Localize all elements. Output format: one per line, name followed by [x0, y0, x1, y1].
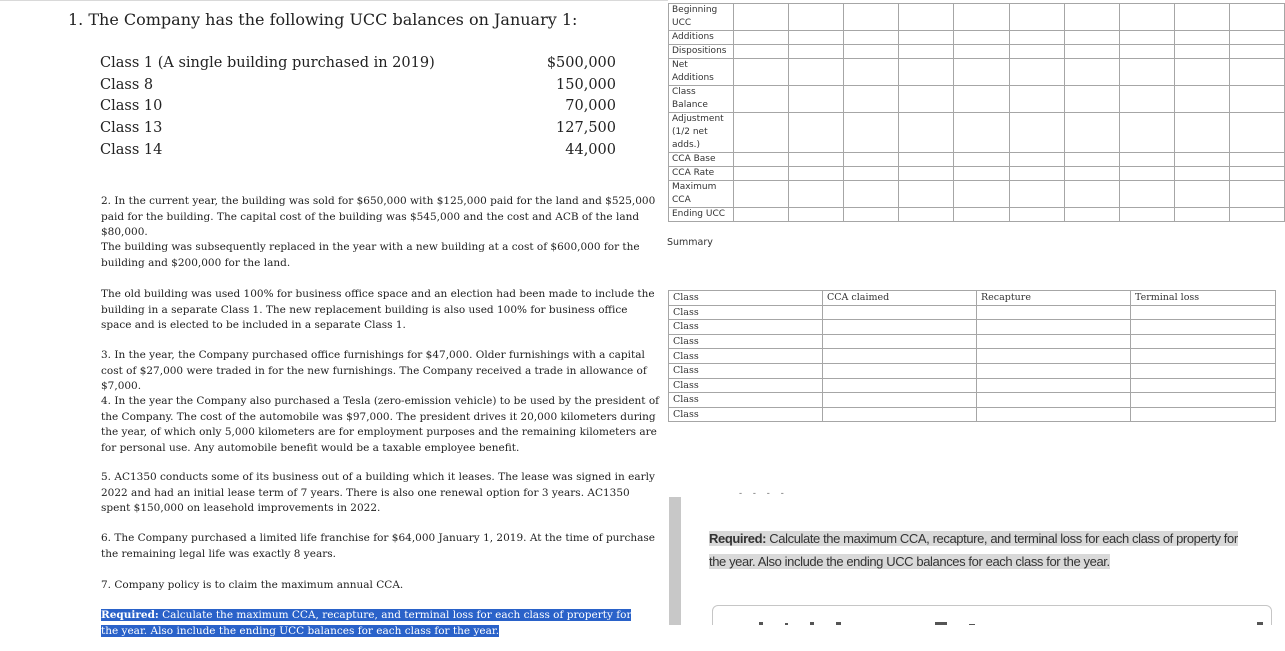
ucc-input-cell[interactable] — [734, 153, 789, 167]
ucc-input-cell[interactable] — [954, 31, 1009, 45]
ucc-row-label: Additions — [669, 31, 734, 45]
ucc-input-cell[interactable] — [1009, 59, 1064, 86]
ucc-input-cell[interactable] — [789, 153, 844, 167]
summary-title: Summary — [667, 237, 713, 248]
ucc-schedule-table — [668, 3, 1285, 222]
ucc-row — [669, 59, 1285, 86]
ucc-input-cell[interactable] — [844, 167, 899, 181]
ucc-input-cell[interactable] — [899, 31, 954, 45]
ucc-input-cell[interactable] — [789, 167, 844, 181]
ucc-input-cell[interactable] — [1229, 31, 1284, 45]
ucc-input-cell[interactable] — [1119, 208, 1174, 222]
summary-input-cell[interactable] — [977, 334, 1131, 349]
summary-input-cell[interactable] — [977, 407, 1131, 422]
ucc-input-cell[interactable] — [1119, 45, 1174, 59]
summary-input-cell[interactable] — [977, 320, 1131, 335]
ucc-input-cell[interactable] — [899, 167, 954, 181]
ucc-input-cell[interactable] — [1064, 167, 1119, 181]
paragraph-4: 4. In the year the Company also purchased a Tesla (zero-emission vehicle) to be used by the president of the Company. The cost of the automobile was $97,000. The president drives it 20,000 kilometers during the year, of which only 5,000 kilometers are for employment purposes and the remaining kilometers are for personal use. Any automobile benefit would be a taxable employee benefit. — [101, 395, 660, 454]
required-right-label: Required: — [709, 531, 767, 546]
ucc-input-cell[interactable] — [1119, 31, 1174, 45]
ucc-input-cell[interactable] — [899, 208, 954, 222]
balance-class-label: Class 8 — [100, 77, 154, 93]
ucc-input-cell[interactable] — [1064, 86, 1119, 113]
summary-class-label: Class — [669, 334, 823, 349]
ucc-input-cell[interactable] — [1064, 59, 1119, 86]
ucc-input-cell[interactable] — [734, 167, 789, 181]
ucc-input-cell[interactable] — [734, 208, 789, 222]
summary-input-cell[interactable] — [823, 393, 977, 408]
paragraph-2c: The old building was used 100% for business office space and an election had been made to include the building in a separate Class 1. The new replacement building is also used 100% for business office space and is elected to be included in a separate Class 1. — [101, 288, 655, 331]
paragraph-7: 7. Company policy is to claim the maximum annual CCA. — [101, 579, 404, 591]
summary-class-label: Class — [669, 393, 823, 408]
summary-input-cell[interactable] — [823, 349, 977, 364]
quote-bar — [669, 497, 681, 627]
summary-input-cell[interactable] — [823, 305, 977, 320]
paragraph-5: 5. AC1350 conducts some of its business out of a building which it leases. The lease was signed in early 2022 and had an initial lease term of 7 years. There is also one renewal option for 3 years. AC1350 spent $150,000 on leasehold improvements in 2022. — [101, 471, 655, 514]
ucc-input-cell[interactable] — [1064, 4, 1119, 31]
balance-class-label: Class 1 (A single building purchased in 2019) — [100, 55, 435, 71]
summary-row — [669, 305, 1276, 320]
ucc-row-label: Net Additions — [669, 59, 734, 86]
summary-input-cell[interactable] — [823, 334, 977, 349]
required-paragraph[interactable] — [101, 608, 646, 639]
ucc-input-cell[interactable] — [789, 208, 844, 222]
ucc-input-cell[interactable] — [1229, 153, 1284, 167]
balance-class-label: Class 13 — [100, 120, 163, 136]
summary-class-label: Class — [669, 349, 823, 364]
ucc-input-cell[interactable] — [1064, 113, 1119, 153]
summary-header-cell: Recapture — [977, 291, 1131, 306]
ucc-input-cell[interactable] — [954, 59, 1009, 86]
ucc-row-label: Adjustment (1/2 net adds.) — [669, 113, 734, 153]
ucc-input-cell[interactable] — [899, 4, 954, 31]
ucc-input-cell[interactable] — [1174, 4, 1229, 31]
ucc-row-label: Class Balance — [669, 86, 734, 113]
ucc-input-cell[interactable] — [844, 208, 899, 222]
ucc-input-cell[interactable] — [734, 181, 789, 208]
ucc-input-cell[interactable] — [1009, 153, 1064, 167]
ucc-row — [669, 113, 1285, 153]
ucc-input-cell[interactable] — [1229, 167, 1284, 181]
ucc-input-cell[interactable] — [1009, 4, 1064, 31]
ucc-row — [669, 45, 1285, 59]
ucc-input-cell[interactable] — [1119, 4, 1174, 31]
ucc-input-cell[interactable] — [954, 208, 1009, 222]
ucc-input-cell[interactable] — [1119, 153, 1174, 167]
ucc-input-cell[interactable] — [734, 113, 789, 153]
paragraph-2b: The building was subsequently replaced in the year with a new building at a cost of $600,000 for the building and $200,000 for the land. — [101, 241, 640, 269]
summary-input-cell[interactable] — [1131, 349, 1276, 364]
summary-input-cell[interactable] — [977, 378, 1131, 393]
summary-input-cell[interactable] — [1131, 334, 1276, 349]
ucc-input-cell[interactable] — [1009, 167, 1064, 181]
required-label: Required: — [101, 609, 159, 621]
ucc-input-cell[interactable] — [1229, 113, 1284, 153]
ucc-input-cell[interactable] — [1174, 86, 1229, 113]
ucc-input-cell[interactable] — [954, 45, 1009, 59]
ucc-input-cell[interactable] — [789, 4, 844, 31]
ucc-input-cell[interactable] — [789, 86, 844, 113]
ucc-input-cell[interactable] — [899, 86, 954, 113]
ucc-input-cell[interactable] — [734, 86, 789, 113]
required-text: Calculate the maximum CCA, recapture, and terminal loss for each class of property for the year. Also include the ending UCC balances for each class for the year. — [101, 609, 632, 637]
ucc-input-cell[interactable] — [1119, 167, 1174, 181]
ucc-input-cell[interactable] — [1229, 86, 1284, 113]
ucc-input-cell[interactable] — [734, 45, 789, 59]
summary-row — [669, 378, 1276, 393]
ucc-row — [669, 153, 1285, 167]
ucc-input-cell[interactable] — [1064, 31, 1119, 45]
ucc-input-cell[interactable] — [954, 153, 1009, 167]
summary-input-cell[interactable] — [977, 393, 1131, 408]
ucc-input-cell[interactable] — [1229, 208, 1284, 222]
summary-row — [669, 320, 1276, 335]
ucc-input-cell[interactable] — [789, 113, 844, 153]
required-right-text: Calculate the maximum CCA, recapture, and terminal loss for each class of property for the year. Also include the ending UCC balances for each class for the year. — [709, 531, 1238, 569]
paragraph-3: 3. In the year, the Company purchased office furnishings for $47,000. Older furnishings with a capital cost of $27,000 were traded in for the new furnishings. The Company received a trade in allowance of $7,000. — [101, 349, 647, 392]
ucc-input-cell[interactable] — [844, 153, 899, 167]
ucc-input-cell[interactable] — [844, 86, 899, 113]
ucc-input-cell[interactable] — [1174, 45, 1229, 59]
summary-input-cell[interactable] — [823, 363, 977, 378]
balance-class-label: Class 14 — [100, 142, 163, 158]
ucc-input-cell[interactable] — [1119, 86, 1174, 113]
ucc-input-cell[interactable] — [899, 181, 954, 208]
ucc-input-cell[interactable] — [1174, 113, 1229, 153]
ucc-input-cell[interactable] — [1064, 181, 1119, 208]
summary-input-cell[interactable] — [1131, 407, 1276, 422]
ucc-input-cell[interactable] — [1009, 181, 1064, 208]
ucc-input-cell[interactable] — [1229, 4, 1284, 31]
ucc-input-cell[interactable] — [1174, 167, 1229, 181]
paragraph-6: 6. The Company purchased a limited life franchise for $64,000 January 1, 2019. At the time of purchase the remaining legal life was exactly 8 years. — [101, 532, 655, 560]
summary-input-cell[interactable] — [1131, 305, 1276, 320]
ucc-input-cell[interactable] — [1009, 45, 1064, 59]
ucc-row-label: CCA Rate — [669, 167, 734, 181]
ucc-input-cell[interactable] — [1229, 45, 1284, 59]
ucc-input-cell[interactable] — [1174, 153, 1229, 167]
viewport-cut — [668, 625, 1285, 651]
summary-class-label: Class — [669, 363, 823, 378]
ucc-input-cell[interactable] — [1064, 45, 1119, 59]
summary-table — [668, 290, 1276, 422]
balance-amount: 127,500 — [556, 120, 616, 136]
balance-class-label: Class 10 — [100, 98, 163, 114]
ucc-input-cell[interactable] — [1229, 181, 1284, 208]
ucc-input-cell[interactable] — [844, 31, 899, 45]
summary-header-cell: Class — [669, 291, 823, 306]
ucc-input-cell[interactable] — [899, 59, 954, 86]
summary-row — [669, 334, 1276, 349]
summary-input-cell[interactable] — [977, 363, 1131, 378]
ucc-row-label: CCA Base — [669, 153, 734, 167]
ucc-input-cell[interactable] — [734, 59, 789, 86]
ucc-input-cell[interactable] — [1119, 181, 1174, 208]
ucc-input-cell[interactable] — [1009, 113, 1064, 153]
ucc-row — [669, 86, 1285, 113]
ucc-input-cell[interactable] — [844, 4, 899, 31]
ucc-row-label: Beginning UCC — [669, 4, 734, 31]
ucc-row — [669, 208, 1285, 222]
ucc-input-cell[interactable] — [1119, 113, 1174, 153]
ucc-input-cell[interactable] — [1009, 86, 1064, 113]
top-divider — [0, 0, 668, 1]
ucc-input-cell[interactable] — [1174, 181, 1229, 208]
ucc-row — [669, 181, 1285, 208]
balance-amount: $500,000 — [546, 55, 616, 71]
summary-header-row — [669, 291, 1276, 306]
ucc-row — [669, 31, 1285, 45]
ucc-input-cell[interactable] — [789, 31, 844, 45]
ucc-input-cell[interactable] — [844, 181, 899, 208]
summary-class-label: Class — [669, 305, 823, 320]
summary-class-label: Class — [669, 378, 823, 393]
ucc-input-cell[interactable] — [899, 153, 954, 167]
ucc-input-cell[interactable] — [1174, 31, 1229, 45]
summary-input-cell[interactable] — [823, 378, 977, 393]
ucc-input-cell[interactable] — [734, 31, 789, 45]
ucc-row — [669, 167, 1285, 181]
summary-input-cell[interactable] — [1131, 363, 1276, 378]
ucc-input-cell[interactable] — [954, 113, 1009, 153]
ucc-input-cell[interactable] — [734, 4, 789, 31]
ucc-input-cell[interactable] — [1064, 153, 1119, 167]
ucc-input-cell[interactable] — [954, 4, 1009, 31]
summary-row — [669, 393, 1276, 408]
summary-input-cell[interactable] — [1131, 320, 1276, 335]
ucc-input-cell[interactable] — [1009, 31, 1064, 45]
summary-input-cell[interactable] — [977, 305, 1131, 320]
ucc-input-cell[interactable] — [954, 86, 1009, 113]
ucc-input-cell[interactable] — [1064, 208, 1119, 222]
balance-amount: 70,000 — [565, 98, 616, 114]
ucc-row — [669, 4, 1285, 31]
ucc-input-cell[interactable] — [954, 181, 1009, 208]
ucc-row-label: Maximum CCA — [669, 181, 734, 208]
ucc-row-label: Ending UCC — [669, 208, 734, 222]
ucc-input-cell[interactable] — [789, 181, 844, 208]
ucc-input-cell[interactable] — [899, 113, 954, 153]
paragraph-2: 2. In the current year, the building was sold for $650,000 with $125,000 paid for the land and $525,000 paid for the building. The capital cost of the building was $545,000 and the cost and ACB of the land $80,000. — [101, 195, 656, 238]
summary-input-cell[interactable] — [977, 349, 1131, 364]
cropped-text-fragment: - - - - — [739, 489, 788, 499]
ucc-input-cell[interactable] — [1174, 59, 1229, 86]
ucc-input-cell[interactable] — [789, 59, 844, 86]
summary-class-label: Class — [669, 407, 823, 422]
ucc-input-cell[interactable] — [1009, 208, 1064, 222]
summary-input-cell[interactable] — [823, 407, 977, 422]
summary-class-label: Class — [669, 320, 823, 335]
ucc-input-cell[interactable] — [954, 167, 1009, 181]
summary-header-cell: Terminal loss — [1131, 291, 1276, 306]
summary-input-cell[interactable] — [823, 320, 977, 335]
ucc-input-cell[interactable] — [1174, 208, 1229, 222]
summary-input-cell[interactable] — [1131, 393, 1276, 408]
summary-header-cell: CCA claimed — [823, 291, 977, 306]
summary-input-cell[interactable] — [1131, 378, 1276, 393]
balance-amount: 150,000 — [556, 77, 616, 93]
ucc-input-cell[interactable] — [844, 45, 899, 59]
ucc-input-cell[interactable] — [844, 113, 899, 153]
summary-row — [669, 363, 1276, 378]
ucc-input-cell[interactable] — [789, 45, 844, 59]
balance-amount: 44,000 — [565, 142, 616, 158]
ucc-input-cell[interactable] — [1119, 59, 1174, 86]
summary-row — [669, 349, 1276, 364]
ucc-input-cell[interactable] — [899, 45, 954, 59]
question-title: 1. The Company has the following UCC balances on January 1: — [68, 10, 578, 29]
ucc-row-label: Dispositions — [669, 45, 734, 59]
summary-row — [669, 407, 1276, 422]
ucc-input-cell[interactable] — [1229, 59, 1284, 86]
ucc-input-cell[interactable] — [844, 59, 899, 86]
required-answer-block — [709, 527, 1249, 573]
